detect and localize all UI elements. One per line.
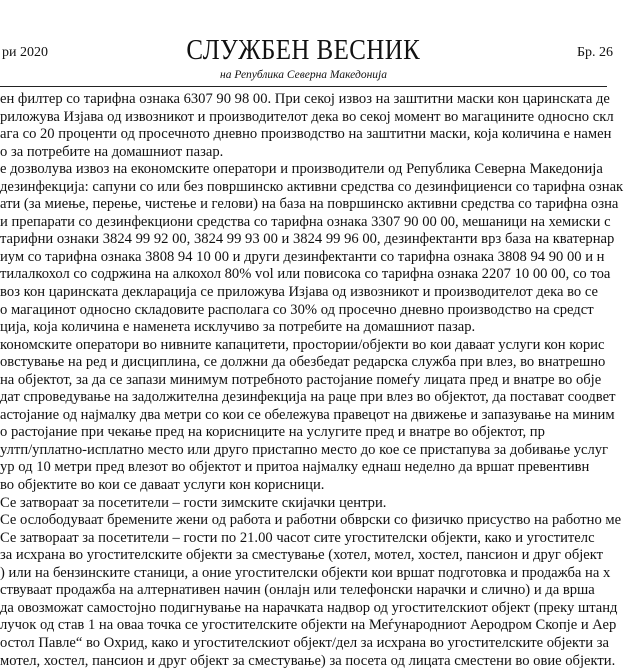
text-line: ага со 20 проценти од просечното дневно производство на заштитни маски, која количина е намен xyxy=(0,126,640,144)
header-date: ри 2020 xyxy=(2,45,48,61)
text-line: риложува Изјава од извозникот и производителот дека во секој момент во магацините односно скл xyxy=(0,109,640,127)
text-line: и препарати со дезинфекциони средства со тарифна ознака 3307 90 00 00, мешаници на хемиски с xyxy=(0,214,640,232)
text-line: ствуваат продажба на алтернативен начин (онлајн или телефонски нарачки и слично) и да врша xyxy=(0,582,640,600)
text-line: иум со тарифна ознака 3808 94 10 00 и други дезинфектанти со тарифна ознака 3808 94 90 00 и н xyxy=(0,249,640,267)
text-line: лучок од став 1 на оваа точка се угостителските објекти на Меѓународниот Аеродром Скопје и Аер xyxy=(0,617,640,635)
text-line: дезинфекција: сапуни со или без површинско активни средства со дезинфициенси со тарифна ознак xyxy=(0,179,640,197)
text-line: ултп/уплатно-исплатно место или друго пристапно место до кое се пристапува за добивање услуг xyxy=(0,442,640,460)
text-line: о за потребите на домашниот пазар. xyxy=(0,144,640,162)
text-line: е дозволува извоз на економските оператори и производители од Република Северна Македонија xyxy=(0,161,640,179)
text-line: тарифни ознаки 3824 99 92 00, 3824 99 93 00 и 3824 99 96 00, дезинфектанти врз база на кватернар xyxy=(0,231,640,249)
text-line: ати (за миење, перење, чистење и гелови) на база на површинско активни средства со тарифна озна xyxy=(0,196,640,214)
text-line: ) или на бензинските станици, а оние угостителски објекти кои вршат подготовка и продажба на х xyxy=(0,565,640,583)
text-line: мотел, хостел, пансион и друг објект за сместување) за посета од лицата сместени во овие објекти. xyxy=(0,653,640,670)
text-line: вoз кон царинската декларација се приложува Изјава од извозникот и производителот дека во се xyxy=(0,284,640,302)
text-line: Се затвораат за посетители – гости по 21.00 часот сите угостителски објекти, како и угостителс xyxy=(0,530,640,548)
text-line: Се затвораат за посетители – гости зимските скијачки центри. xyxy=(0,495,640,513)
masthead-subtitle: на Република Северна Македонија xyxy=(0,69,607,81)
text-line: о растојание при чекање пред на корисниците на услугите пред и внатре во објектот, пр xyxy=(0,424,640,442)
text-line: Се ослободуваат бремените жени од работа и работни обврски со физичко присуство на работно ме xyxy=(0,512,640,530)
text-line: ција, која количина е наменета исклучиво за потребите на домашниот пазар. xyxy=(0,319,640,337)
text-line: ур од 10 метри пред влезот во објектот и притоа најмалку еднаш неделно да вршат превентивн xyxy=(0,459,640,477)
header-divider xyxy=(0,86,607,87)
text-line: за исхрана во угостителските објекти за сместување (хотел, мотел, хостел, пансион и друг објект xyxy=(0,547,640,565)
text-line: о магацинот односно складовите располага со 30% од просечно дневно производство на средст xyxy=(0,302,640,320)
header-issue-number: Бр. 26 xyxy=(577,45,613,61)
text-line: да овозможат самостојно подигнување на нарачката надвор од угостителскиот објект (преку штанд xyxy=(0,600,640,618)
article-body xyxy=(0,91,640,670)
text-line: дат спроведување на задолжителна дезинфекција на раце при влез во објектот, да постават соодвет xyxy=(0,389,640,407)
text-line: астојание од најмалку два метри со кои се обележува правецот на движење и запазување на миним xyxy=(0,407,640,425)
text-line: ен филтер со тарифна ознака 6307 90 98 00. При секој извоз на заштитни маски кон царинската де xyxy=(0,91,640,109)
text-line: кономските оператори во нивните капацитети, простории/објекти во кои даваат услуги кон корис xyxy=(0,337,640,355)
text-line: на објектот, за да се запази минимум потребното растојание помеѓу лицата пред и внатре во обје xyxy=(0,372,640,390)
text-line: овстување на ред и дисциплина, се должни да обезбедат редарска служба при влез, во внатрешно xyxy=(0,354,640,372)
masthead-title: СЛУЖБЕН ВЕСНИК xyxy=(42,34,564,67)
text-line: остол Павле“ во Охрид, како и угостителскиот објект/дел за исхрана во угостителските објекти за xyxy=(0,635,640,653)
text-line: тилалкохол со содржина на алкохол 80% vol или повисока со тарифна ознака 2207 10 00 00, со тоа xyxy=(0,266,640,284)
text-line: во објектите во кои се даваат услуги кон корисници. xyxy=(0,477,640,495)
